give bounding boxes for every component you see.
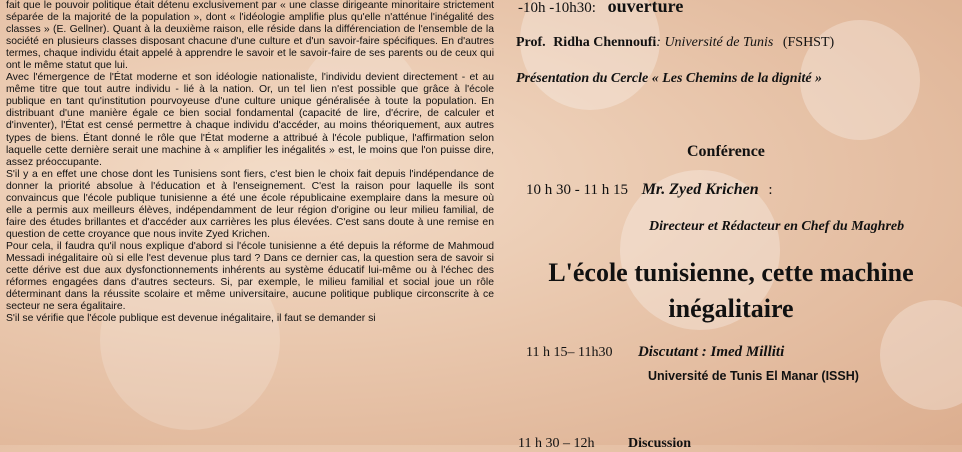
opening-time: -10h -10h30:	[518, 0, 596, 16]
article-paragraph-1: fait que le pouvoir politique était détenu exclusivement par « une classe dirigeante minoritaire strictement séparée de la majorité de la population », dont « l'idéologie amplifie plus qu'elle n'atténue l'inégalité des classes » (E. Gellner). Quant à la deuxième raison, elle réside dans la différenciation de l'ensemble de la société en plusieurs classes disposant chacune d'une culture et d'un savoir-faire spécifiques. En d'autres termes, chaque individu était appelé à apprendre le savoir et le savoir-faire de ses parents ou de ceux qui ont le même statut que lui.	[6, 0, 494, 72]
debate-label: Discussion	[627, 436, 692, 451]
talk-title-line-1: L'école tunisienne, cette machine	[548, 258, 914, 287]
opening-speaker-affil: : Université de Tunis	[656, 35, 774, 50]
talk-title-line-2: inégalitaire	[668, 294, 794, 323]
presentation-line: Présentation du Cercle « Les Chemins de la dignité »	[516, 71, 823, 86]
discussant-row	[526, 344, 784, 361]
program-column	[500, 0, 962, 451]
conference-speaker: Mr. Zyed Krichen	[641, 181, 759, 198]
opening-speaker-name: Ridha Chennoufi	[553, 35, 657, 50]
debate-time: 11 h 30 – 12h	[518, 436, 595, 451]
opening-label: ouverture	[607, 0, 684, 16]
article-paragraph-2: Avec l'émergence de l'État moderne et son idéologie nationaliste, l'individu devient directement - et au même titre que tout autre individu - lié à la nation. Or, un tel lien n'est possible que grâce à l'école publique en tant qu'institution pourvoyeuse d'une culture unique généralisée à toute la population. En distribuant d'une manière égale ce bien social fondamental (capacité de lire, d'écrire, de calculer et d'inventer), l'État est censé permettre à chaque individu d'accéder, au moins théoriquement, aux autres types de biens. Étant donné le rôle que l'État moderne a attribué à l'école publique, l'affirmation selon laquelle cette dernière serait une machine à « amplifier les inégalités » est, le moins que l'on puisse dire, assez préoccupante.	[6, 72, 494, 168]
discussant-label: Discutant : Imed Milliti	[637, 344, 785, 360]
opening-speaker	[516, 35, 834, 51]
conference-time: 10 h 30 - 11 h 15	[526, 182, 628, 198]
article-paragraph-4: Pour cela, il faudra qu'il nous explique d'abord si l'école tunisienne a été depuis la réforme de Mahmoud Messadi inégalitaire où si elle l'est devenue plus tard ? Dans ce dernier cas, la question sera de savoir si cette dérive est due aux dysfonctionnements inhérents au système éducatif lui-même ou à l'échec des réformes engagées dans d'autres secteurs. Si, par exemple, le milieu familial et social joue un rôle déterminant dans la réussite scolaire et même universitaire, aucune politique publique circonscrite à ce secteur ne sera égalitaire.	[6, 240, 494, 313]
conference-colon: :	[768, 182, 773, 198]
discussant-time: 11 h 15– 11h30	[526, 345, 613, 360]
article-column	[6, 0, 494, 325]
opening-speaker-title: Prof.	[516, 35, 546, 50]
conference-row	[526, 181, 773, 199]
article-paragraph-5: S'il se vérifie que l'école publique est devenue inégalitaire, il faut se demander si	[6, 313, 376, 325]
opening-row	[518, 0, 683, 17]
debate-row	[518, 436, 691, 452]
article-paragraph-3: S'il y a en effet une chose dont les Tunisiens sont fiers, c'est bien le choix fait depuis l'indépendance de donner la priorité absolue à l'éducation et à l'enseignement. C'est la raison pour laquelle ils sont convaincus que l'école publique tunisienne a été une école républicaine exemplaire dans la mesure où elle a permis aux meilleurs élèves, indépendamment de leur région d'origine ou leur milieu familial, de faire des études brillantes et d'accéder aux carrières les plus élevées. C'est sans doute à une remise en question de cette croyance que nous invite Zyed Krichen.	[6, 168, 494, 240]
conference-heading: Conférence	[687, 143, 765, 160]
opening-speaker-inst: (FSHST)	[782, 35, 835, 50]
conference-speaker-role: Directeur et Rédacteur en Chef du Maghreb	[649, 219, 905, 234]
discussant-affiliation: Université de Tunis El Manar (ISSH)	[648, 369, 859, 383]
